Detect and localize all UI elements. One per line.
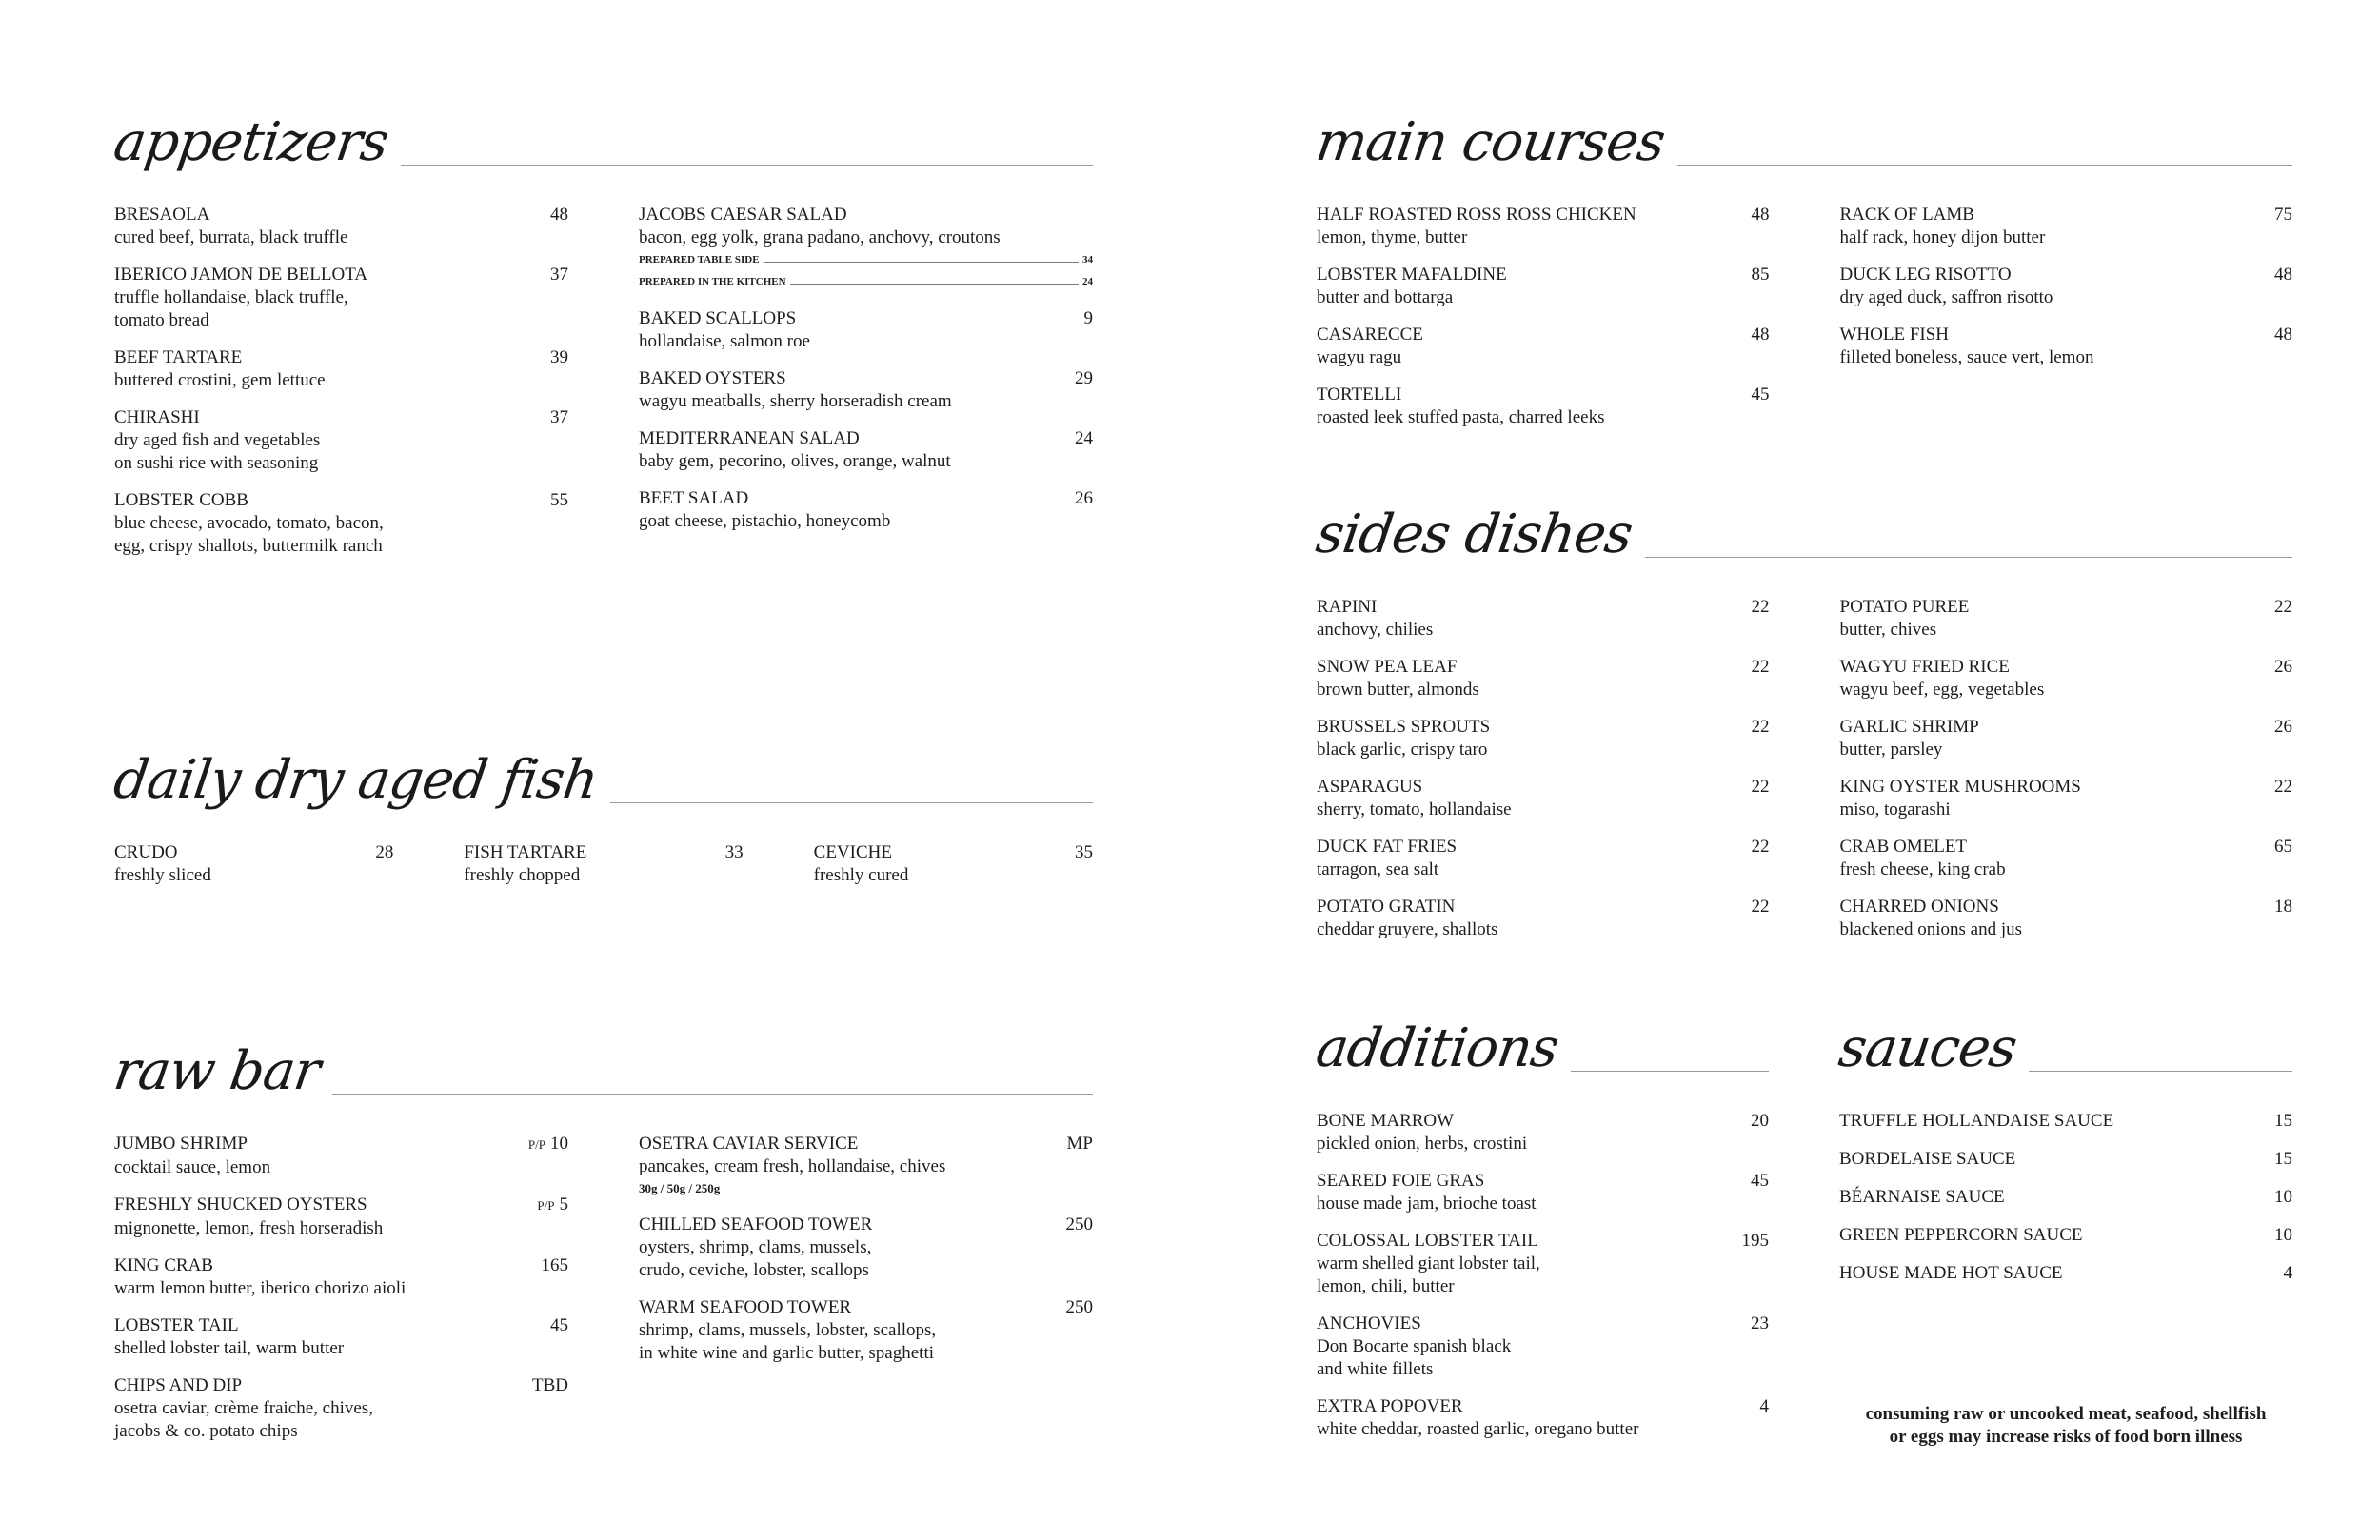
item-price: 33: [724, 842, 744, 862]
menu-item: [114, 1133, 568, 1179]
item-name: BRUSSELS SPROUTS: [1317, 717, 1491, 737]
item-price: 45: [1751, 1171, 1769, 1191]
menu-item: [1317, 324, 1770, 369]
leader-line: [764, 262, 1079, 263]
sides-header: [1312, 499, 2292, 565]
menu-item: [114, 204, 568, 249]
item-desc: warm lemon butter, iberico chorizo aioli: [114, 1278, 407, 1298]
option-label: PREPARED IN THE KITCHEN: [639, 276, 786, 287]
raw-bar-section: [109, 1036, 1093, 1457]
item-price: 22: [1751, 717, 1770, 737]
item-price: 45: [1751, 385, 1770, 405]
item-price: 48: [2274, 325, 2292, 345]
sides-col-2: [1840, 596, 2293, 956]
header-rule: [332, 1094, 1093, 1095]
menu-item: [114, 346, 568, 392]
menu-item: [1840, 776, 2293, 821]
item-desc: baby gem, pecorino, olives, orange, walnut: [639, 451, 951, 471]
menu-item: [814, 841, 1093, 887]
item-name: HOUSE MADE HOT SAUCE: [1839, 1263, 2063, 1283]
appetizers-header: [109, 107, 1093, 173]
item-desc: wagyu beef, egg, vegetables: [1839, 680, 2045, 700]
menu-item: [1840, 896, 2293, 941]
item-desc: dry aged fish and vegetables: [114, 430, 321, 450]
item-name: LOBSTER COBB: [114, 490, 248, 510]
sauce-item: [1839, 1110, 2292, 1133]
item-desc: wagyu ragu: [1317, 347, 1402, 367]
main-courses-header: [1312, 107, 2292, 173]
item-price: 165: [541, 1255, 568, 1275]
item-desc: shelled lobster tail, warm butter: [114, 1338, 345, 1358]
section-title: main courses: [1312, 111, 1669, 173]
caesar-option: [639, 249, 1093, 271]
item-desc: jacobs & co. potato chips: [114, 1421, 298, 1441]
item-price: 85: [1751, 265, 1770, 285]
daily-fish-header: [109, 744, 1093, 811]
item-desc: miso, togarashi: [1839, 800, 1951, 819]
additions-section: [1312, 1013, 1769, 1455]
appetizers-col-2: [639, 204, 1093, 572]
item-name: BEET SALAD: [639, 488, 749, 508]
section-title: additions: [1312, 1017, 1562, 1079]
menu-item: [1317, 656, 1770, 701]
item-desc: fresh cheese, king crab: [1839, 859, 2006, 879]
item-name: MEDITERRANEAN SALAD: [639, 428, 860, 448]
item-name: BEEF TARTARE: [114, 347, 243, 367]
additions-header: [1312, 1013, 1769, 1079]
item-desc: cheddar gruyere, shallots: [1317, 919, 1498, 939]
item-name: HALF ROASTED ROSS ROSS CHICKEN: [1317, 205, 1636, 225]
item-price: [528, 1133, 568, 1156]
item-name: WHOLE FISH: [1839, 325, 1950, 345]
item-desc: on sushi rice with seasoning: [114, 453, 319, 473]
item-price: 75: [2274, 205, 2292, 225]
raw-bar-col-2: [639, 1133, 1093, 1457]
menu-item: [114, 1194, 568, 1240]
item-desc: black garlic, crispy taro: [1317, 740, 1488, 760]
item-price: 26: [2274, 717, 2292, 737]
item-desc: white cheddar, roasted garlic, oregano butter: [1317, 1419, 1639, 1439]
item-price: 15: [2274, 1111, 2292, 1131]
sides-section: [1312, 499, 2292, 956]
menu-item: [114, 264, 568, 332]
item-desc: Don Bocarte spanish black: [1317, 1336, 1512, 1356]
menu-item-caviar: [639, 1133, 1093, 1199]
item-desc: anchovy, chilies: [1317, 620, 1434, 640]
menu-item: [639, 427, 1093, 473]
menu-item: [114, 489, 568, 558]
menu-item: [639, 487, 1093, 533]
menu-item: [1317, 1313, 1769, 1381]
item-name: BÉARNAISE SAUCE: [1839, 1187, 2005, 1207]
caesar-option: [639, 271, 1093, 293]
caviar-sizes: 30g / 50g / 250g: [639, 1181, 721, 1195]
item-name: OSETRA CAVIAR SERVICE: [639, 1134, 859, 1154]
item-desc: blue cheese, avocado, tomato, bacon,: [114, 513, 384, 533]
item-desc: cocktail sauce, lemon: [114, 1157, 271, 1177]
sauce-item: [1839, 1262, 2292, 1285]
item-desc: shrimp, clams, mussels, lobster, scallops,: [639, 1320, 937, 1340]
item-name: LOBSTER TAIL: [114, 1315, 239, 1335]
raw-bar-header: [109, 1036, 1093, 1102]
item-name: SEARED FOIE GRAS: [1317, 1171, 1485, 1191]
leader-line: [790, 284, 1079, 285]
sauce-item: [1839, 1224, 2292, 1247]
item-price: 10: [2274, 1225, 2292, 1245]
sauces-header: [1835, 1013, 2292, 1079]
header-rule: [1571, 1071, 1769, 1072]
item-desc: half rack, honey dijon butter: [1839, 227, 2046, 247]
item-desc: buttered crostini, gem lettuce: [114, 370, 326, 390]
item-price: 250: [1065, 1214, 1093, 1234]
item-price: 55: [550, 490, 568, 510]
menu-item-caesar: [639, 204, 1093, 293]
item-name: WAGYU FRIED RICE: [1839, 657, 2010, 677]
header-rule: [610, 802, 1093, 803]
item-price: 4: [1759, 1396, 1769, 1416]
menu-item: [639, 1214, 1093, 1282]
item-price: 15: [2274, 1149, 2292, 1169]
menu-item: [639, 1296, 1093, 1365]
item-price: [537, 1194, 568, 1217]
appetizers-section: [109, 107, 1093, 572]
menu-item: [1840, 836, 2293, 881]
item-desc: sherry, tomato, hollandaise: [1317, 800, 1512, 819]
food-safety-note: [1839, 1403, 2292, 1449]
item-price: 9: [1083, 308, 1093, 328]
item-name: KING OYSTER MUSHROOMS: [1839, 777, 2081, 797]
sauce-item: [1839, 1186, 2292, 1209]
item-name: ASPARAGUS: [1317, 777, 1423, 797]
item-price: 250: [1065, 1297, 1093, 1317]
item-desc: cured beef, burrata, black truffle: [114, 227, 348, 247]
header-rule: [1645, 557, 2292, 558]
item-price: 18: [2274, 897, 2292, 917]
section-title: daily dry aged fish: [109, 749, 602, 811]
item-price: 26: [1075, 488, 1093, 508]
item-name: IBERICO JAMON DE BELLOTA: [114, 265, 368, 285]
menu-item: [1840, 324, 2293, 369]
item-desc: lemon, chili, butter: [1317, 1276, 1455, 1296]
item-name: POTATO PUREE: [1839, 597, 1970, 617]
appetizers-col-1: [114, 204, 568, 572]
menu-item: [1317, 896, 1770, 941]
item-price: 23: [1751, 1313, 1769, 1333]
per-person-label: P/P: [537, 1198, 555, 1213]
item-desc: tarragon, sea salt: [1317, 859, 1439, 879]
item-name: EXTRA POPOVER: [1317, 1396, 1463, 1416]
item-desc: crudo, ceviche, lobster, scallops: [639, 1260, 869, 1280]
item-name: CHILLED SEAFOOD TOWER: [639, 1214, 873, 1234]
item-desc: freshly cured: [813, 865, 909, 885]
header-rule: [2029, 1071, 2292, 1072]
menu-item: [464, 841, 743, 887]
item-price: 20: [1751, 1111, 1769, 1131]
item-name: JUMBO SHRIMP: [114, 1134, 248, 1154]
item-desc: egg, crispy shallots, buttermilk ranch: [114, 536, 383, 556]
item-name: POTATO GRATIN: [1317, 897, 1456, 917]
item-price: 26: [2274, 657, 2292, 677]
sauces-section: [1835, 1013, 2292, 1300]
item-price: 37: [550, 407, 568, 427]
menu-item: [1317, 1170, 1769, 1215]
item-desc: and white fillets: [1317, 1359, 1434, 1379]
menu-item: [1317, 264, 1770, 309]
item-name: BAKED OYSTERS: [639, 368, 786, 388]
section-title: appetizers: [109, 111, 392, 173]
menu-item: [1317, 1230, 1769, 1298]
item-desc: tomato bread: [114, 310, 209, 330]
option-price: 34: [1082, 254, 1093, 266]
item-name: FRESHLY SHUCKED OYSTERS: [114, 1194, 367, 1214]
item-desc: freshly chopped: [464, 865, 581, 885]
item-name: BORDELAISE SAUCE: [1839, 1149, 2016, 1169]
item-name: CHARRED ONIONS: [1839, 897, 1999, 917]
menu-item: [114, 841, 393, 887]
item-desc: butter, parsley: [1839, 740, 1943, 760]
item-price: 22: [1751, 837, 1770, 857]
item-price: MP: [1066, 1134, 1093, 1154]
menu-item: [1317, 384, 1770, 429]
raw-bar-col-1: [114, 1133, 568, 1457]
item-desc: goat cheese, pistachio, honeycomb: [639, 511, 891, 531]
item-desc: pickled onion, herbs, crostini: [1317, 1134, 1528, 1154]
item-name: CHIPS AND DIP: [114, 1375, 243, 1395]
item-desc: in white wine and garlic butter, spaghetti: [639, 1343, 935, 1363]
menu-item: [1840, 596, 2293, 642]
item-desc: osetra caviar, crème fraiche, chives,: [114, 1398, 373, 1418]
menu-item: [1317, 776, 1770, 821]
menu-item: [1840, 716, 2293, 761]
sauce-item: [1839, 1148, 2292, 1171]
main-courses-col-1: [1317, 204, 1770, 444]
item-name: JACOBS CAESAR SALAD: [639, 205, 847, 225]
menu-item: [1317, 836, 1770, 881]
item-desc: mignonette, lemon, fresh horseradish: [114, 1218, 384, 1238]
item-name: TRUFFLE HOLLANDAISE SAUCE: [1839, 1111, 2114, 1131]
daily-fish-section: [109, 744, 1093, 887]
item-price: 22: [1751, 657, 1770, 677]
menu-item: [114, 406, 568, 475]
item-desc: house made jam, brioche toast: [1317, 1194, 1537, 1214]
menu-item: [1317, 1110, 1769, 1155]
item-price: 24: [1075, 428, 1093, 448]
menu-item: [114, 1254, 568, 1300]
item-name: GARLIC SHRIMP: [1839, 717, 1979, 737]
option-price: 24: [1082, 276, 1093, 287]
header-rule: [401, 165, 1093, 166]
item-price: 22: [1751, 597, 1770, 617]
item-price: 28: [375, 842, 394, 862]
item-name: BRESAOLA: [114, 205, 210, 225]
item-price: 35: [1074, 842, 1093, 862]
item-price: 48: [550, 205, 568, 225]
main-courses-section: [1312, 107, 2292, 444]
item-price: 22: [1751, 777, 1770, 797]
item-name: DUCK FAT FRIES: [1317, 837, 1458, 857]
menu-item: [1317, 204, 1770, 249]
menu-item: [1317, 716, 1770, 761]
item-desc: truffle hollandaise, black truffle,: [114, 287, 348, 307]
item-name: CRAB OMELET: [1839, 837, 1968, 857]
item-name: CRUDO: [114, 842, 178, 862]
option-label: PREPARED TABLE SIDE: [639, 254, 760, 266]
item-desc: wagyu meatballs, sherry horseradish cream: [639, 391, 952, 411]
item-name: GREEN PEPPERCORN SAUCE: [1839, 1225, 2083, 1245]
item-price: 45: [550, 1315, 568, 1335]
item-name: COLOSSAL LOBSTER TAIL: [1317, 1231, 1538, 1251]
menu-item: [114, 1374, 568, 1443]
item-desc: roasted leek stuffed pasta, charred leeks: [1317, 407, 1605, 427]
price-value: 5: [559, 1194, 568, 1214]
item-name: BONE MARROW: [1317, 1111, 1455, 1131]
note-line: or eggs may increase risks of food born illness: [1889, 1427, 2243, 1447]
item-price: 10: [2274, 1187, 2292, 1207]
section-title: raw bar: [109, 1040, 324, 1102]
item-desc: pancakes, cream fresh, hollandaise, chives: [639, 1156, 946, 1176]
item-name: WARM SEAFOOD TOWER: [639, 1297, 852, 1317]
item-price: 48: [2274, 265, 2292, 285]
note-line: consuming raw or uncooked meat, seafood, shellfish: [1865, 1404, 2267, 1424]
item-price: TBD: [532, 1375, 568, 1395]
item-desc: lemon, thyme, butter: [1317, 227, 1468, 247]
header-rule: [1677, 165, 2292, 166]
item-price: 65: [2274, 837, 2292, 857]
item-price: 29: [1075, 368, 1093, 388]
item-desc: bacon, egg yolk, grana padano, anchovy, croutons: [639, 227, 1001, 247]
menu-item: [1840, 204, 2293, 249]
per-person-label: P/P: [527, 1137, 545, 1152]
menu-item: [1840, 264, 2293, 309]
item-price: 37: [550, 265, 568, 285]
menu-item: [1840, 656, 2293, 701]
item-name: KING CRAB: [114, 1255, 213, 1275]
item-price: 4: [2283, 1263, 2292, 1283]
item-price: 22: [2274, 597, 2292, 617]
menu-item: [639, 367, 1093, 413]
item-desc: brown butter, almonds: [1317, 680, 1479, 700]
item-desc: freshly sliced: [114, 865, 211, 885]
item-name: DUCK LEG RISOTTO: [1839, 265, 2012, 285]
menu-item: [1317, 596, 1770, 642]
item-desc: hollandaise, salmon roe: [639, 331, 810, 351]
item-name: RACK OF LAMB: [1839, 205, 1974, 225]
item-desc: blackened onions and jus: [1839, 919, 2023, 939]
item-name: CASARECCE: [1317, 325, 1423, 345]
item-desc: oysters, shrimp, clams, mussels,: [639, 1237, 872, 1257]
menu-item: [639, 307, 1093, 353]
item-name: CEVICHE: [813, 842, 892, 862]
item-name: RAPINI: [1317, 597, 1378, 617]
sides-col-1: [1317, 596, 1770, 956]
item-desc: dry aged duck, saffron risotto: [1839, 287, 2053, 307]
item-price: 48: [1751, 205, 1770, 225]
section-title: sides dishes: [1312, 503, 1636, 565]
item-price: 22: [1751, 897, 1770, 917]
item-name: TORTELLI: [1317, 385, 1402, 405]
item-name: ANCHOVIES: [1317, 1313, 1421, 1333]
item-name: BAKED SCALLOPS: [639, 308, 797, 328]
menu-item: [1317, 1395, 1769, 1441]
item-name: LOBSTER MAFALDINE: [1317, 265, 1507, 285]
item-price: 48: [1751, 325, 1770, 345]
section-title: sauces: [1835, 1017, 2021, 1079]
menu-item: [114, 1314, 568, 1360]
item-price: 195: [1741, 1231, 1769, 1251]
item-desc: butter and bottarga: [1317, 287, 1454, 307]
main-courses-col-2: [1840, 204, 2293, 444]
price-value: 10: [550, 1134, 568, 1154]
item-desc: warm shelled giant lobster tail,: [1317, 1254, 1540, 1273]
item-name: CHIRASHI: [114, 407, 200, 427]
item-desc: butter, chives: [1839, 620, 1937, 640]
item-price: 22: [2274, 777, 2292, 797]
item-name: SNOW PEA LEAF: [1317, 657, 1458, 677]
item-desc: filleted boneless, sauce vert, lemon: [1839, 347, 2094, 367]
item-name: FISH TARTARE: [464, 842, 587, 862]
item-price: 39: [550, 347, 568, 367]
